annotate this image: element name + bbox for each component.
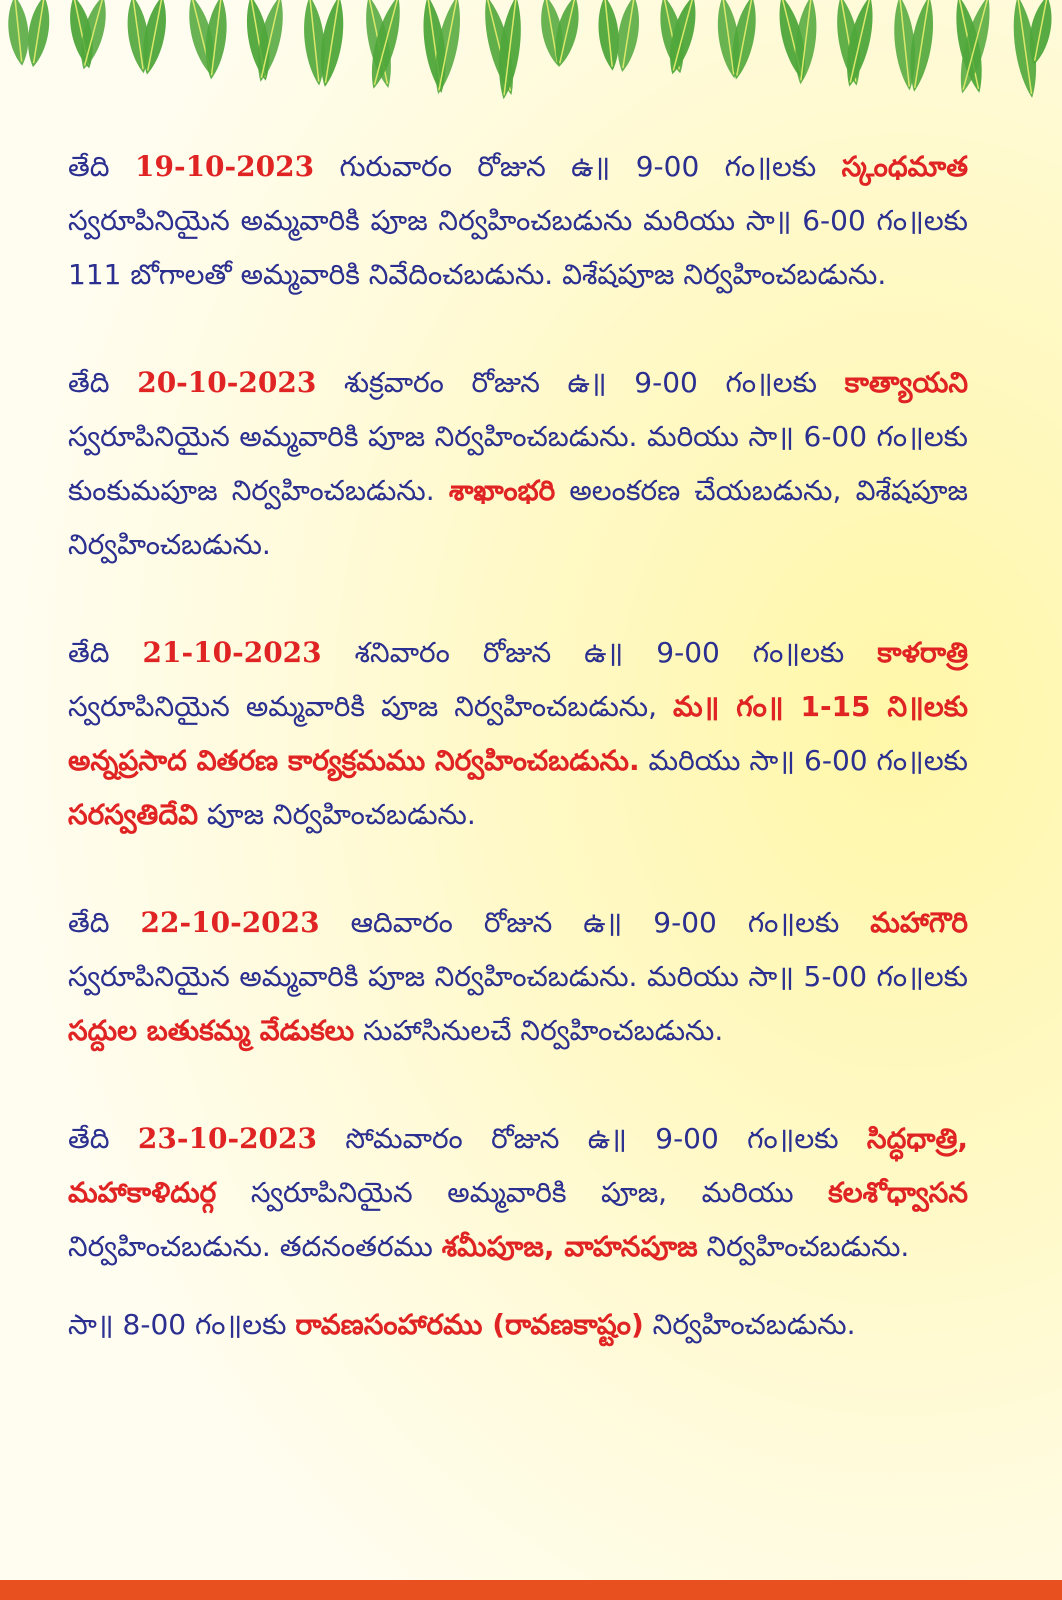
ravana-samharam: రావణసంహారము (రావణకాష్టం) <box>295 1308 644 1341</box>
mango-leaf-garland <box>0 0 1062 120</box>
day-5-kalasha: కలశోధ్వాసన <box>828 1176 968 1209</box>
day-5-date: 23-10-2023 <box>137 1122 317 1155</box>
day-1-goddess: స్కంధమాత <box>841 150 969 183</box>
schedule-day-3 <box>68 626 968 842</box>
final-prefix: సా॥ 8-00 గం॥లకు <box>68 1308 296 1341</box>
day-2-text-b: స్వరూపినియైన అమ్మవారికి పూజ నిర్వహించబడును. మరియు సా॥ 6-00 గం॥లకు కుంకుమపూజ నిర్వహించబడును. <box>68 420 968 507</box>
day-5-shami-puja: శమీపూజ, వాహనపూజ <box>441 1230 698 1263</box>
day-3-annaprasada: మ॥ గం॥ 1-15 ని॥లకు అన్నప్రసాద వితరణ కార్యక్రమము నిర్వహించబడును. <box>68 690 968 777</box>
day-1-prefix: తేది <box>68 150 135 183</box>
day-4-text-c: సుహాసినులచే నిర్వహించబడును. <box>354 1014 724 1047</box>
day-3-date: 21-10-2023 <box>142 636 322 669</box>
day-1-date: 19-10-2023 <box>134 150 315 183</box>
day-4-text-a: ఆదివారం రోజున ఉ॥ 9-00 గం॥లకు <box>319 906 871 939</box>
mango-leaf <box>5 0 32 67</box>
day-2-goddess: కాత్యాయని <box>844 366 968 399</box>
day-3-prefix: తేది <box>68 636 143 669</box>
schedule-day-5 <box>68 1112 968 1274</box>
day-4-goddess: మహాగౌరి <box>870 906 968 939</box>
day-2-text-c: అలంకరణ చేయబడును, విశేషపూజ నిర్వహించబడును. <box>68 474 968 561</box>
schedule-day-4 <box>68 896 968 1058</box>
day-2-prefix: తేది <box>68 366 138 399</box>
day-3-saraswati: సరస్వతిదేవి <box>68 798 199 831</box>
day-4-text-b: స్వరూపినియైన అమ్మవారికి పూజ నిర్వహించబడును. మరియు సా॥ 5-00 గం॥లకు <box>68 960 968 993</box>
day-1-text-a: గురువారం రోజున ఉ॥ 9-00 గం॥లకు <box>314 150 842 183</box>
schedule-content <box>68 140 968 1380</box>
day-3-goddess: కాళరాత్రి <box>877 636 969 669</box>
ravana-samharam-line <box>68 1298 968 1352</box>
final-suffix: నిర్వహించబడును. <box>643 1308 856 1341</box>
day-5-text-a: సోమవారం రోజున ఉ॥ 9-00 గం॥లకు <box>317 1122 867 1155</box>
schedule-day-2 <box>68 356 968 572</box>
day-4-prefix: తేది <box>68 906 141 939</box>
day-3-text-a: శనివారం రోజున ఉ॥ 9-00 గం॥లకు <box>321 636 878 669</box>
day-5-text-d: నిర్వహించబడును. <box>697 1230 910 1263</box>
day-5-prefix: తేది <box>68 1122 138 1155</box>
day-1-text-b: స్వరూపినియైన అమ్మవారికి పూజ నిర్వహించబడును మరియు సా॥ 6-00 గం॥లకు 111 బోగాలతో అమ్మవారికి నివేదించబడును. విశేషపూజ నిర్వహించబడును. <box>68 204 968 291</box>
day-2-alankarana: శాఖాంభరి <box>448 474 556 507</box>
bottom-orange-bar <box>0 1580 1062 1600</box>
day-2-text-a: శుక్రవారం రోజున ఉ॥ 9-00 గం॥లకు <box>316 366 845 399</box>
day-5-text-c: నిర్వహించబడును. తదనంతరము <box>68 1230 442 1263</box>
day-4-bathukamma: సద్దుల బతుకమ్మ వేడుకలు <box>68 1014 355 1047</box>
schedule-day-1 <box>68 140 968 302</box>
day-3-text-c: మరియు సా॥ 6-00 గం॥లకు <box>639 744 968 777</box>
day-4-date: 22-10-2023 <box>140 906 320 939</box>
day-5-text-b: స్వరూపినియైన అమ్మవారికి పూజ, మరియు <box>216 1176 829 1209</box>
day-5-goddess: సిద్ధధాత్రి, మహాకాళిదుర్గ <box>68 1122 968 1209</box>
day-3-text-b: స్వరూపినియైన అమ్మవారికి పూజ నిర్వహించబడును, <box>68 690 674 723</box>
day-2-date: 20-10-2023 <box>137 366 317 399</box>
day-3-text-d: పూజ నిర్వహించబడును. <box>198 798 476 831</box>
